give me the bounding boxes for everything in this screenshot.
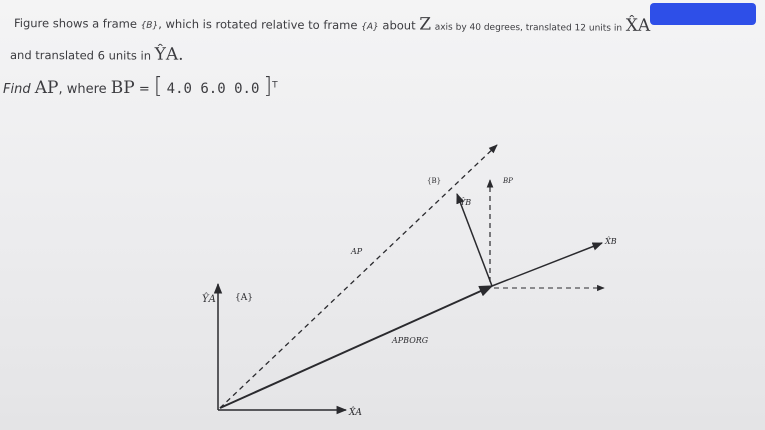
x-hat-a-symbol: X̂A — [625, 15, 651, 36]
y-a-label: ŶA — [202, 294, 216, 305]
ap-vector — [220, 145, 497, 408]
bp-vector-values: 4.0 6.0 0.0 — [166, 81, 260, 97]
bp-label: BP — [503, 177, 513, 185]
frame-a-label: {A} — [235, 293, 253, 303]
frame-b-label: {B} — [427, 177, 442, 185]
x-b-label: X̂B — [605, 237, 617, 246]
y-hat-a-symbol: ŶA. — [154, 44, 184, 65]
ap-label: AP — [351, 247, 363, 256]
problem-line-1: Figure shows a frame {B}, which is rotated relative to frame {A} about Z axis by 40 degrees, translated 12 units in X̂A — [13, 14, 651, 36]
pborg-vector — [220, 286, 492, 408]
transpose-symbol: T — [272, 80, 278, 91]
bp-symbol: BP — [110, 78, 135, 98]
problem-line-3: Find AP, where BP = [ 4.0 6.0 0.0 ]$^T$ — [3, 74, 278, 99]
x-a-label: X̂A — [349, 408, 362, 418]
z-axis-symbol: Z — [419, 14, 432, 35]
problem-line-2: and translated 6 units in ŶA. — [9, 44, 184, 65]
frame-b-ref: {B} — [140, 20, 159, 31]
frame-b-x-axis — [492, 243, 602, 286]
ap-symbol: AP — [34, 78, 59, 98]
frame-a-ref: {A} — [361, 22, 379, 33]
pborg-label: APBORG — [392, 336, 429, 345]
y-b-label: ŶB — [460, 198, 472, 207]
frame-b-y-axis — [457, 194, 492, 286]
